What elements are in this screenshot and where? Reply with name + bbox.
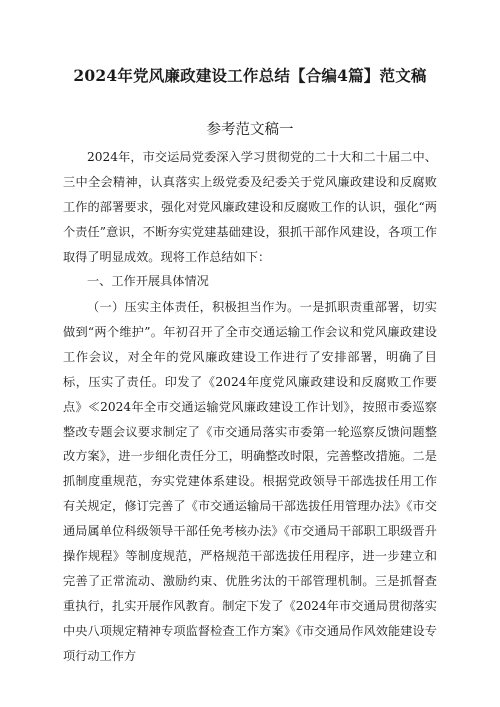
body-paragraph: （一）压实主体责任，积极担当作为。一是抓职责重部署，切实做到“两个维护”。年初召开了全市交通运输工作会议和党风廉政建设工作会议，对全年的党风廉政建设工作进行了安排部署，明确了目标，压实了责任。印发了《2024年度党风廉政建设和反腐败工作要点》≪2024年全市交通运输党风廉政建设工作计划》，按照市委巡察整改专题会议要求制定了《市交通局落实市委第一轮巡察反馈问题整改方案》，进一步细化责任分工，明确整改时限，完善整改措施。二是抓制度重规范，夯实党建体系建设。根据党政领导干部选拔任用工作有关规定，修订完善了《市交通运输局干部选拔任用管理办法》《市交通局属单位科级领导干部任免考核办法》《市交通局干部职工职级晋升操作规程》等制度规范，严格规范干部选拔任用程序，进一步建立和完善了正常流动、激励约束、优胜劣汰的干部管理机制。三是抓督查重执行，扎实开展作风教育。制定下发了《2024年市交通局贯彻落实中央八项规定精神专项监督检查工作方案》《市交通局作风效能建设专项行动工作方 xyxy=(63,300,437,663)
section-heading: 一、工作开展具体情况 xyxy=(87,274,209,288)
section-title: 参考范文稿一 xyxy=(206,122,294,138)
intro-paragraph: 2024年，市交运局党委深入学习贯彻党的二十大和二十届二中、三中全会精神，认真落实上级党委及纪委关于党风廉政建设和反腐败工作的部署要求，强化对党风廉政建设和反腐败工作的认识，强化“两个责任”意识，不断夯实党建基础建设，狠抓干部作风建设，各项工作取得了明显成效。现将工作总结如下： xyxy=(63,150,437,264)
document-title: 2024年党风廉政建设工作总结【合编4篇】范文稿 xyxy=(73,66,427,85)
